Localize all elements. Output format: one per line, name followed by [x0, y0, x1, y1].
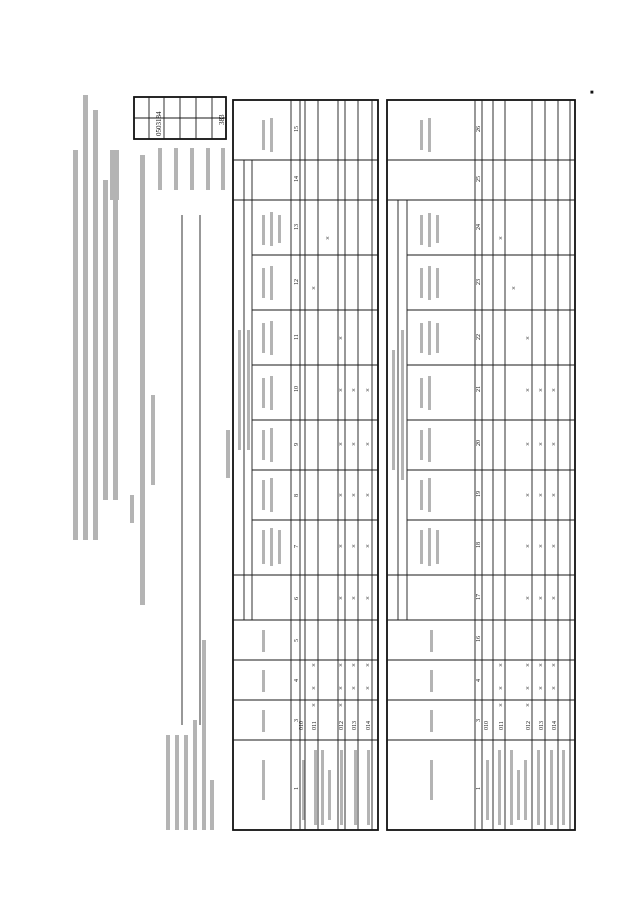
cross-mark: ×	[537, 596, 545, 600]
row-code: 013	[352, 721, 358, 730]
col-num: 9	[294, 443, 300, 446]
cross-mark: ×	[337, 442, 345, 446]
row-code: 011	[312, 721, 318, 730]
cross-mark: ×	[524, 686, 532, 690]
cross-mark: ×	[337, 336, 345, 340]
cross-mark: ×	[524, 388, 532, 392]
col-num: 14	[294, 176, 300, 182]
cross-mark: ×	[550, 544, 558, 548]
cross-mark: ×	[364, 686, 372, 690]
cross-mark: ×	[364, 544, 372, 548]
cross-mark: ×	[497, 663, 505, 667]
page-corner-mark: ■	[590, 90, 594, 96]
cross-mark: ×	[364, 388, 372, 392]
cross-mark: ×	[524, 544, 532, 548]
col-num: 13	[294, 224, 300, 230]
svg-text:0503184: 0503184	[155, 111, 163, 136]
cross-mark: ×	[524, 442, 532, 446]
cross-mark: ×	[310, 686, 318, 690]
col-num: 18	[476, 542, 482, 548]
cross-mark: ×	[337, 544, 345, 548]
cross-mark: ×	[337, 596, 345, 600]
col-num: 8	[294, 494, 300, 497]
col-num: 24	[476, 224, 482, 230]
cross-mark: ×	[497, 236, 505, 240]
cross-mark: ×	[364, 663, 372, 667]
cross-mark: ×	[550, 493, 558, 497]
cross-mark: ×	[350, 544, 358, 548]
cross-mark: ×	[550, 388, 558, 392]
cross-mark: ×	[550, 596, 558, 600]
col-num: 23	[476, 279, 482, 285]
cross-mark: ×	[524, 336, 532, 340]
cross-mark: ×	[310, 663, 318, 667]
cross-mark: ×	[510, 286, 518, 290]
cross-mark: ×	[524, 596, 532, 600]
col-num: 10	[294, 386, 300, 392]
col-num: 6	[294, 597, 300, 600]
cross-mark: ×	[524, 703, 532, 707]
col-num: 7	[294, 545, 300, 548]
col-num: 3	[476, 719, 482, 722]
row-code: 014	[366, 721, 372, 730]
cross-mark: ×	[337, 493, 345, 497]
col-num: 15	[294, 126, 300, 132]
row-code: 014	[552, 721, 558, 730]
cross-mark: ×	[364, 493, 372, 497]
col-num: 3	[294, 719, 300, 722]
col-num: 11	[294, 334, 300, 340]
cross-mark: ×	[310, 703, 318, 707]
cross-mark: ×	[337, 663, 345, 667]
cross-mark: ×	[497, 703, 505, 707]
col-num: 1	[476, 787, 482, 790]
cross-mark: ×	[537, 388, 545, 392]
col-num: 4	[294, 679, 300, 682]
col-num: 19	[476, 491, 482, 497]
row-code: 012	[526, 721, 532, 730]
row-code: 010	[484, 721, 490, 730]
cross-mark: ×	[364, 442, 372, 446]
cross-mark: ×	[550, 442, 558, 446]
cross-mark: ×	[337, 703, 345, 707]
cross-mark: ×	[537, 686, 545, 690]
cross-mark: ×	[537, 442, 545, 446]
cross-mark: ×	[350, 388, 358, 392]
col-num: 17	[476, 594, 482, 600]
cross-mark: ×	[497, 686, 505, 690]
col-num: 12	[294, 279, 300, 285]
cross-mark: ×	[524, 663, 532, 667]
col-num: 20	[476, 440, 482, 446]
row-code: 012	[339, 721, 345, 730]
col-num: 26	[476, 126, 482, 132]
col-num: 1	[294, 787, 300, 790]
section-one-title	[226, 430, 230, 478]
cross-mark: ×	[350, 493, 358, 497]
cross-mark: ×	[310, 286, 318, 290]
col-num: 16	[476, 636, 482, 642]
cross-mark: ×	[324, 236, 332, 240]
cross-mark: ×	[337, 388, 345, 392]
col-num: 4	[476, 679, 482, 682]
cross-mark: ×	[537, 544, 545, 548]
cross-mark: ×	[537, 493, 545, 497]
col-num: 21	[476, 386, 482, 392]
cross-mark: ×	[350, 663, 358, 667]
cross-mark: ×	[537, 663, 545, 667]
row-code: 011	[499, 721, 505, 730]
cross-mark: ×	[350, 442, 358, 446]
cross-mark: ×	[350, 596, 358, 600]
cross-mark: ×	[550, 663, 558, 667]
row-code: 010	[299, 721, 305, 730]
col-num: 5	[294, 639, 300, 642]
handwritten-date-number	[110, 150, 119, 200]
cross-mark: ×	[350, 686, 358, 690]
row-code: 013	[539, 721, 545, 730]
cross-mark: ×	[364, 596, 372, 600]
cross-mark: ×	[524, 493, 532, 497]
col-num: 25	[476, 176, 482, 182]
cross-mark: ×	[337, 686, 345, 690]
cross-mark: ×	[550, 686, 558, 690]
col-num: 22	[476, 334, 482, 340]
svg-text:383: 383	[218, 114, 226, 125]
